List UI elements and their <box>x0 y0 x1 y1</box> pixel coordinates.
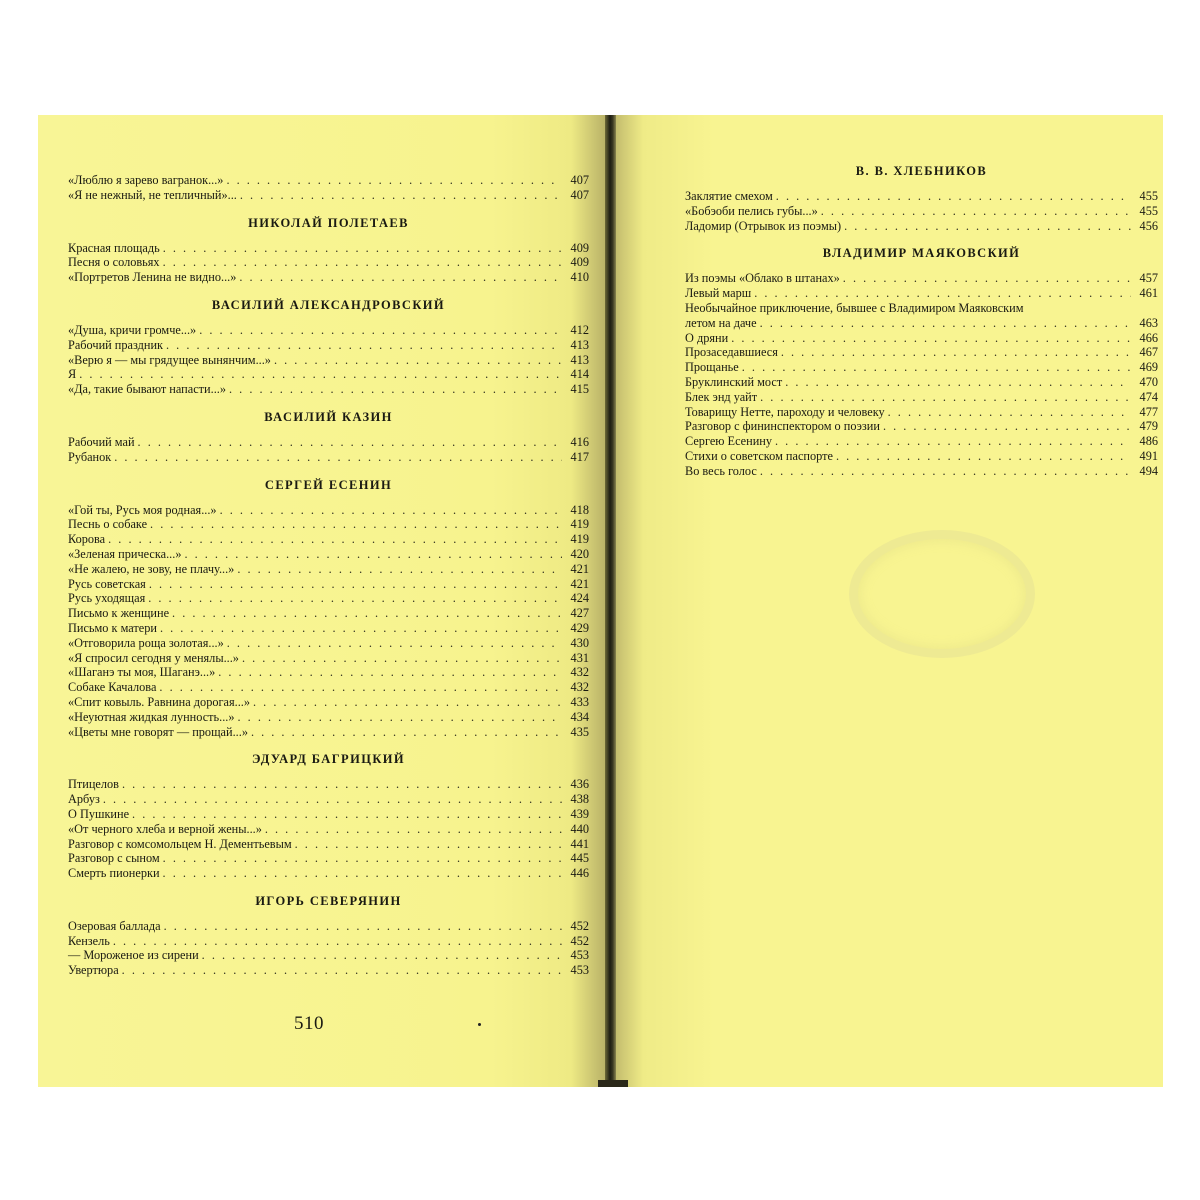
dot-leader <box>844 219 1131 234</box>
toc-entry <box>68 792 589 807</box>
entry-title: «Неуютная жидкая лунность...» <box>68 709 235 724</box>
spine-edge <box>598 1080 628 1087</box>
entry-page-number: 452 <box>570 933 589 948</box>
entry-page-number: 479 <box>1139 419 1158 434</box>
toc-entry <box>68 270 589 285</box>
entry-page-number: 409 <box>570 240 589 255</box>
book-gutter <box>605 115 616 1087</box>
dot-leader <box>148 591 562 606</box>
toc-entry <box>68 934 589 949</box>
dot-leader <box>122 963 562 978</box>
toc-entry <box>68 725 589 740</box>
entry-page-number: 446 <box>570 866 589 881</box>
dot-leader <box>202 948 562 963</box>
entry-title: Кензель <box>68 933 110 948</box>
entry-page-number: 486 <box>1139 434 1158 449</box>
entry-page-number: 412 <box>570 322 589 337</box>
dot-leader <box>238 710 562 725</box>
dot-leader <box>888 405 1131 420</box>
author-heading: НИКОЛАЙ ПОЛЕТАЕВ <box>248 215 409 230</box>
entry-page-number: 430 <box>570 635 589 650</box>
entry-title: «Отговорила роща золотая...» <box>68 635 224 650</box>
dot-leader <box>781 345 1131 360</box>
entry-title-continuation: летом на даче <box>685 315 757 330</box>
entry-page-number: 414 <box>570 367 589 382</box>
entry-page-number: 467 <box>1139 345 1158 360</box>
dot-leader <box>184 547 562 562</box>
entry-page-number: 407 <box>570 187 589 202</box>
entry-title: «Верю я — мы грядущее вынянчим...» <box>68 352 271 367</box>
dot-leader <box>237 562 562 577</box>
toc-entry <box>685 434 1158 449</box>
entry-page-number: 432 <box>570 680 589 695</box>
entry-page-number: 433 <box>570 694 589 709</box>
toc-entry <box>68 338 589 353</box>
entry-title: Рабочий май <box>68 434 135 449</box>
dot-leader <box>883 419 1131 434</box>
toc-entry <box>68 710 589 725</box>
entry-title: — Мороженое из сирени <box>68 948 199 963</box>
toc-entry <box>68 621 589 636</box>
toc-entry <box>68 435 589 450</box>
toc-entry <box>68 255 589 270</box>
toc-entry <box>685 189 1158 204</box>
entry-title: Из поэмы «Облако в штанах» <box>685 271 840 286</box>
toc-entry <box>68 173 589 188</box>
entry-page-number: 455 <box>1139 189 1158 203</box>
entry-page-number: 438 <box>570 792 589 807</box>
ink-speck <box>478 1023 481 1026</box>
entry-page-number: 466 <box>1139 330 1158 345</box>
toc-entry <box>68 241 589 256</box>
dot-leader <box>265 822 562 837</box>
toc-entry <box>685 345 1158 360</box>
entry-title: «Я спросил сегодня у менялы...» <box>68 650 239 665</box>
entry-page-number: 461 <box>1139 286 1158 301</box>
book-spread <box>38 115 1163 1087</box>
entry-page-number: 470 <box>1139 374 1158 389</box>
dot-leader <box>274 353 562 368</box>
entry-title: Блек энд уайт <box>685 389 758 404</box>
entry-title: Озеровая баллада <box>68 918 161 933</box>
entry-title: Письмо к матери <box>68 620 157 635</box>
toc-entry <box>68 866 589 881</box>
entry-title: Прощанье <box>685 360 739 375</box>
dot-leader <box>240 188 562 203</box>
entry-title: Прозаседавшиеся <box>685 345 778 360</box>
toc-entry <box>685 301 1158 331</box>
toc-entry <box>685 390 1158 405</box>
toc-entry <box>68 532 589 547</box>
entry-page-number: 436 <box>570 777 589 792</box>
entry-page-number: 434 <box>570 709 589 724</box>
dot-leader <box>754 286 1131 301</box>
entry-title: Песня о соловьях <box>68 255 160 270</box>
entry-title: Стихи о советском паспорте <box>685 448 833 463</box>
entry-title: «Шаганэ ты моя, Шаганэ...» <box>68 665 216 680</box>
toc-entry <box>685 219 1158 234</box>
dot-leader <box>79 367 562 382</box>
dot-leader <box>138 435 562 450</box>
entry-title: Разговор с фининспектором о поэзии <box>685 419 880 434</box>
entry-page-number: 417 <box>570 449 589 464</box>
dot-leader <box>164 919 562 934</box>
dot-leader <box>242 651 562 666</box>
dot-leader <box>220 503 562 518</box>
entry-page-number: 456 <box>1139 218 1158 233</box>
entry-page-number: 494 <box>1139 463 1158 478</box>
entry-page-number: 441 <box>570 836 589 851</box>
entry-title: Во весь голос <box>685 463 757 478</box>
entry-page-number: 477 <box>1139 404 1158 419</box>
toc-entry <box>68 606 589 621</box>
entry-title: Ладомир (Отрывок из поэмы) <box>685 218 842 233</box>
entry-page-number: 407 <box>570 173 589 187</box>
author-heading: ВЛАДИМИР МАЯКОВСКИЙ <box>822 246 1021 261</box>
toc-entry <box>68 323 589 338</box>
entry-page-number: 463 <box>1139 315 1158 330</box>
dot-leader <box>843 271 1131 286</box>
toc-entry <box>68 963 589 978</box>
entry-title: «Не жалею, не зову, не плачу...» <box>68 561 235 576</box>
entry-title: Смерть пионерки <box>68 866 160 881</box>
toc-entry <box>68 577 589 592</box>
toc-entry <box>68 680 589 695</box>
toc-entry <box>685 331 1158 346</box>
dot-leader <box>295 837 562 852</box>
entry-page-number: 410 <box>570 270 589 285</box>
entry-page-number: 435 <box>570 724 589 739</box>
toc-entry <box>68 651 589 666</box>
dot-leader <box>150 517 562 532</box>
dot-leader <box>253 695 562 710</box>
toc-entry <box>68 503 589 518</box>
entry-page-number: 445 <box>570 851 589 866</box>
toc-entry <box>68 822 589 837</box>
dot-leader <box>251 725 562 740</box>
toc-entry <box>68 919 589 934</box>
toc-entry <box>685 271 1158 286</box>
toc-entry <box>68 807 589 822</box>
entry-title: Рубанок <box>68 449 112 464</box>
toc-entry <box>68 851 589 866</box>
dot-leader <box>163 851 562 866</box>
toc-entry <box>68 837 589 852</box>
dot-leader <box>160 621 562 636</box>
entry-title: О дряни <box>685 330 729 345</box>
toc-entry <box>68 562 589 577</box>
toc-entry <box>68 695 589 710</box>
dot-leader <box>163 255 562 270</box>
dot-leader <box>172 606 562 621</box>
entry-page-number: 413 <box>570 352 589 367</box>
entry-page-number: 427 <box>570 606 589 621</box>
entry-page-number: 421 <box>570 576 589 591</box>
entry-title: «Гой ты, Русь моя родная...» <box>68 502 217 517</box>
toc-entry <box>685 405 1158 420</box>
dot-leader <box>163 866 562 881</box>
dot-leader <box>103 792 562 807</box>
dot-leader <box>731 331 1131 346</box>
dot-leader <box>760 390 1131 405</box>
toc-entry <box>685 375 1158 390</box>
entry-title: Собаке Качалова <box>68 680 157 695</box>
entry-title: Увертюра <box>68 963 119 978</box>
entry-page-number: 453 <box>570 948 589 963</box>
dot-leader <box>760 316 1131 331</box>
entry-page-number: 440 <box>570 821 589 836</box>
entry-page-number: 415 <box>570 382 589 397</box>
dot-leader <box>821 204 1131 219</box>
entry-title: Разговор с сыном <box>68 851 160 866</box>
entry-title: Левый марш <box>685 286 752 301</box>
entry-title: «Душа, кричи громче...» <box>68 322 197 337</box>
dot-leader <box>132 807 562 822</box>
entry-title: Бруклинский мост <box>685 374 783 389</box>
entry-title: О Пушкине <box>68 806 130 821</box>
entry-title: Сергею Есенину <box>685 434 773 449</box>
author-heading: ИГОРЬ СЕВЕРЯНИН <box>255 893 402 908</box>
dot-leader <box>760 464 1131 479</box>
toc-entry <box>68 353 589 368</box>
dot-leader <box>166 338 562 353</box>
author-heading: СЕРГЕЙ ЕСЕНИН <box>264 477 393 492</box>
entry-page-number: 413 <box>570 337 589 352</box>
dot-leader <box>776 189 1131 204</box>
toc-entry <box>685 464 1158 479</box>
entry-title: Песнь о собаке <box>68 517 148 532</box>
entry-title: Русь уходящая <box>68 591 146 606</box>
entry-title: Разговор с комсомольцем Н. Дементьевым <box>68 836 292 851</box>
entry-title: Рабочий праздник <box>68 337 164 352</box>
dot-leader <box>836 449 1131 464</box>
author-heading: В. В. ХЛЕБНИКОВ <box>855 164 988 178</box>
entry-page-number: 416 <box>570 434 589 449</box>
entry-title: «Портретов Ленина не видно...» <box>68 270 237 285</box>
right-page-contents <box>685 161 1158 479</box>
dot-leader <box>149 577 562 592</box>
entry-page-number: 455 <box>1139 203 1158 218</box>
entry-page-number: 439 <box>570 806 589 821</box>
entry-page-number: 453 <box>570 963 589 978</box>
toc-entry <box>68 382 589 397</box>
dot-leader <box>122 777 562 792</box>
toc-entry <box>685 449 1158 464</box>
entry-page-number: 432 <box>570 665 589 680</box>
toc-entry <box>68 948 589 963</box>
left-page <box>38 115 605 1087</box>
entry-page-number: 431 <box>570 650 589 665</box>
entry-title: Корова <box>68 532 106 547</box>
toc-entry <box>68 777 589 792</box>
entry-title: Письмо к женщине <box>68 606 170 621</box>
dot-leader <box>785 375 1131 390</box>
entry-title: «Люблю я зарево вагранок...» <box>68 173 224 187</box>
toc-entry <box>685 204 1158 219</box>
entry-page-number: 491 <box>1139 448 1158 463</box>
entry-title: Арбуз <box>68 792 100 807</box>
toc-entry <box>685 360 1158 375</box>
right-page <box>616 115 1163 1087</box>
entry-page-number: 418 <box>570 502 589 517</box>
entry-page-number: 421 <box>570 561 589 576</box>
toc-entry <box>68 517 589 532</box>
entry-title: «Зеленая прическа...» <box>68 546 182 561</box>
dot-leader <box>113 934 562 949</box>
dot-leader <box>775 434 1131 449</box>
author-heading: ВАСИЛИЙ АЛЕКСАНДРОВСКИЙ <box>211 297 446 312</box>
entry-page-number: 409 <box>570 255 589 270</box>
toc-entry <box>68 188 589 203</box>
dot-leader <box>226 173 562 188</box>
dot-leader <box>229 382 562 397</box>
toc-entry <box>68 591 589 606</box>
dot-leader <box>163 241 562 256</box>
toc-entry <box>68 367 589 382</box>
page-number: 510 <box>294 1013 324 1034</box>
dot-leader <box>239 270 562 285</box>
dot-leader <box>114 450 562 465</box>
left-page-contents <box>68 173 589 978</box>
entry-title: Русь советская <box>68 576 146 591</box>
entry-page-number: 419 <box>570 517 589 532</box>
entry-page-number: 452 <box>570 918 589 933</box>
toc-entry <box>68 547 589 562</box>
toc-entry <box>68 636 589 651</box>
paper-stain <box>849 530 1035 658</box>
entry-title: Красная площадь <box>68 240 160 255</box>
dot-leader <box>227 636 562 651</box>
entry-title: «От черного хлеба и верной жены...» <box>68 821 262 836</box>
entry-title: «Цветы мне говорят — прощай...» <box>68 724 248 739</box>
toc-entry <box>68 665 589 680</box>
entry-title: «Бобэоби пелись губы...» <box>685 203 818 218</box>
entry-page-number: 420 <box>570 546 589 561</box>
entry-title: Необычайное приключение, бывшее с Владимиром Маяковским <box>685 300 1024 315</box>
entry-page-number: 474 <box>1139 389 1158 404</box>
dot-leader <box>159 680 562 695</box>
entry-title: «Я не нежный, не тепличный»... <box>68 187 237 202</box>
dot-leader <box>218 665 562 680</box>
toc-entry <box>68 450 589 465</box>
entry-page-number: 429 <box>570 620 589 635</box>
entry-page-number: 419 <box>570 532 589 547</box>
dot-leader <box>199 323 562 338</box>
toc-entry <box>685 419 1158 434</box>
entry-page-number: 469 <box>1139 360 1158 375</box>
author-heading: ЭДУАРД БАГРИЦКИЙ <box>251 752 406 767</box>
entry-page-number: 457 <box>1139 271 1158 286</box>
dot-leader <box>742 360 1131 375</box>
dot-leader <box>108 532 562 547</box>
entry-title: Я <box>68 367 77 382</box>
toc-entry <box>685 286 1158 301</box>
entry-title: Птицелов <box>68 777 119 792</box>
entry-title: Товарищу Нетте, пароходу и человеку <box>685 404 885 419</box>
entry-title: «Спит ковыль. Равнина дорогая...» <box>68 694 251 709</box>
author-heading: ВАСИЛИЙ КАЗИН <box>264 409 393 424</box>
entry-title: «Да, такие бывают напасти...» <box>68 382 227 397</box>
entry-title: Заклятие смехом <box>685 189 773 203</box>
entry-page-number: 424 <box>570 591 589 606</box>
